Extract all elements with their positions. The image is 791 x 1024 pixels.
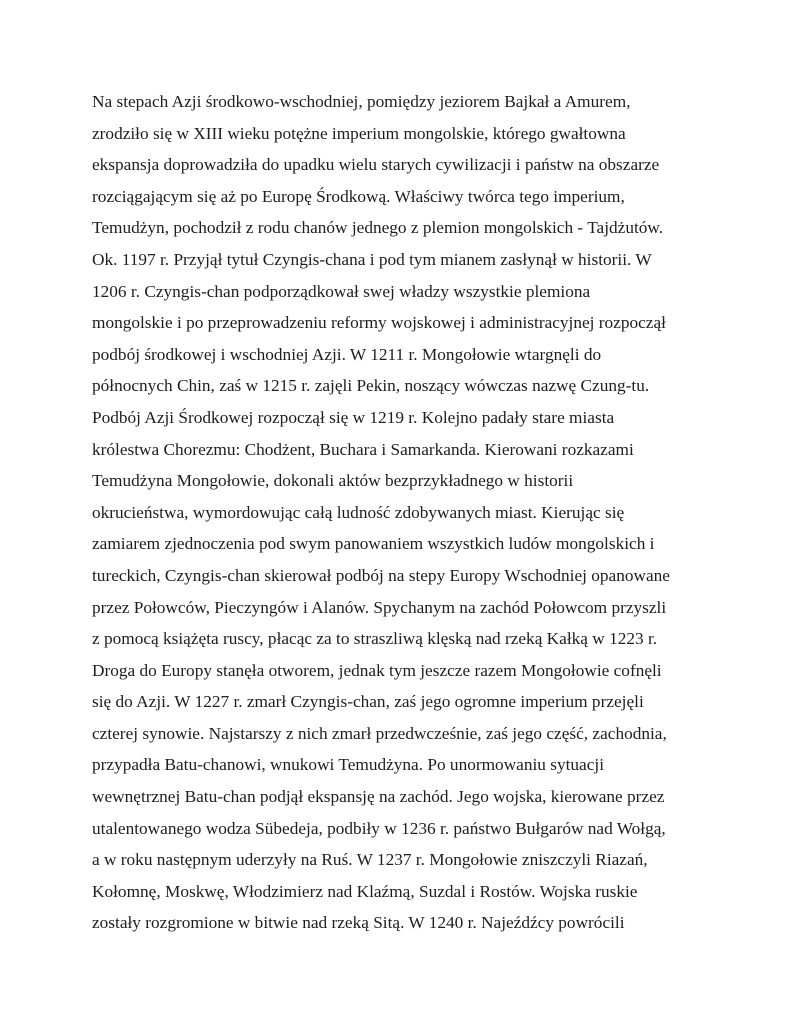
text-line: Temudżyna Mongołowie, dokonali aktów bezprzykładnego w historii [92,471,574,491]
text-line: mongolskie i po przeprowadzeniu reformy wojskowej i administracyjnej rozpoczął [92,313,666,333]
text-line: Kołomnę, Moskwę, Włodzimierz nad Klaźmą, Suzdal i Rostów. Wojska ruskie [92,881,638,901]
text-line: 1206 r. Czyngis-chan podporządkował swej władzy wszystkie plemiona [92,281,591,301]
text-line: przez Połowców, Pieczyngów i Alanów. Spychanym na zachód Połowcom przyszli [92,597,667,617]
text-line: królestwa Chorezmu: Chodżent, Buchara i Samarkanda. Kierowani rozkazami [92,439,634,459]
text-line: Na stepach Azji środkowo-wschodniej, pomiędzy jeziorem Bajkał a Amurem, [92,92,631,111]
text-line: zrodziło się w XIII wieku potężne imperium mongolskie, którego gwałtowna [92,123,626,143]
text-line: zamiarem zjednoczenia pod swym panowaniem wszystkich ludów mongolskich i [92,534,655,554]
text-line: Droga do Europy stanęła otworem, jednak tym jeszcze razem Mongołowie cofnęli [92,660,662,680]
body-paragraph [92,86,732,939]
text-line: z pomocą książęta ruscy, płacąc za to straszliwą klęską nad rzeką Kałką w 1223 r. [92,629,658,649]
text-line: północnych Chin, zaś w 1215 r. zajęli Pekin, noszący wówczas nazwę Czung-tu. [92,376,650,396]
text-line: rozciągającym się aż po Europę Środkową. Właściwy twórca tego imperium, [92,186,625,206]
text-line: czterej synowie. Najstarszy z nich zmarł przedwcześnie, zaś jego część, zachodnia, [92,723,667,743]
text-line: Ok. 1197 r. Przyjął tytuł Czyngis-chana i pod tym mianem zasłynął w historii. W [92,249,652,269]
text-line: utalentowanego wodza Sübedeja, podbiły w 1236 r. państwo Bułgarów nad Wołgą, [92,818,666,838]
text-line: Temudżyn, pochodził z rodu chanów jednego z plemion mongolskich - Tajdżutów. [92,218,664,238]
text-line: ekspansja doprowadziła do upadku wielu starych cywilizacji i państw na obszarze [92,155,660,175]
text-line: przypadła Batu-chanowi, wnukowi Temudżyna. Po unormowaniu sytuacji [92,755,604,775]
text-line: zostały rozgromione w bitwie nad rzeką Sitą. W 1240 r. Najeźdźcy powrócili [92,913,625,933]
text-line: się do Azji. W 1227 r. zmarł Czyngis-chan, zaś jego ogromne imperium przejęli [92,692,644,712]
text-line: wewnętrznej Batu-chan podjął ekspansję na zachód. Jego wojska, kierowane przez [92,787,665,807]
text-line: podbój środkowej i wschodniej Azji. W 1211 r. Mongołowie wtargnęli do [92,344,602,364]
text-line: a w roku następnym uderzyły na Ruś. W 1237 r. Mongołowie zniszczyli Riazań, [92,850,648,870]
text-line: Podbój Azji Środkowej rozpoczął się w 1219 r. Kolejno padały stare miasta [92,407,615,427]
text-line: tureckich, Czyngis-chan skierował podbój na stepy Europy Wschodniej opanowane [92,565,670,585]
text-line: okrucieństwa, wymordowując całą ludność zdobywanych miast. Kierując się [92,502,625,522]
